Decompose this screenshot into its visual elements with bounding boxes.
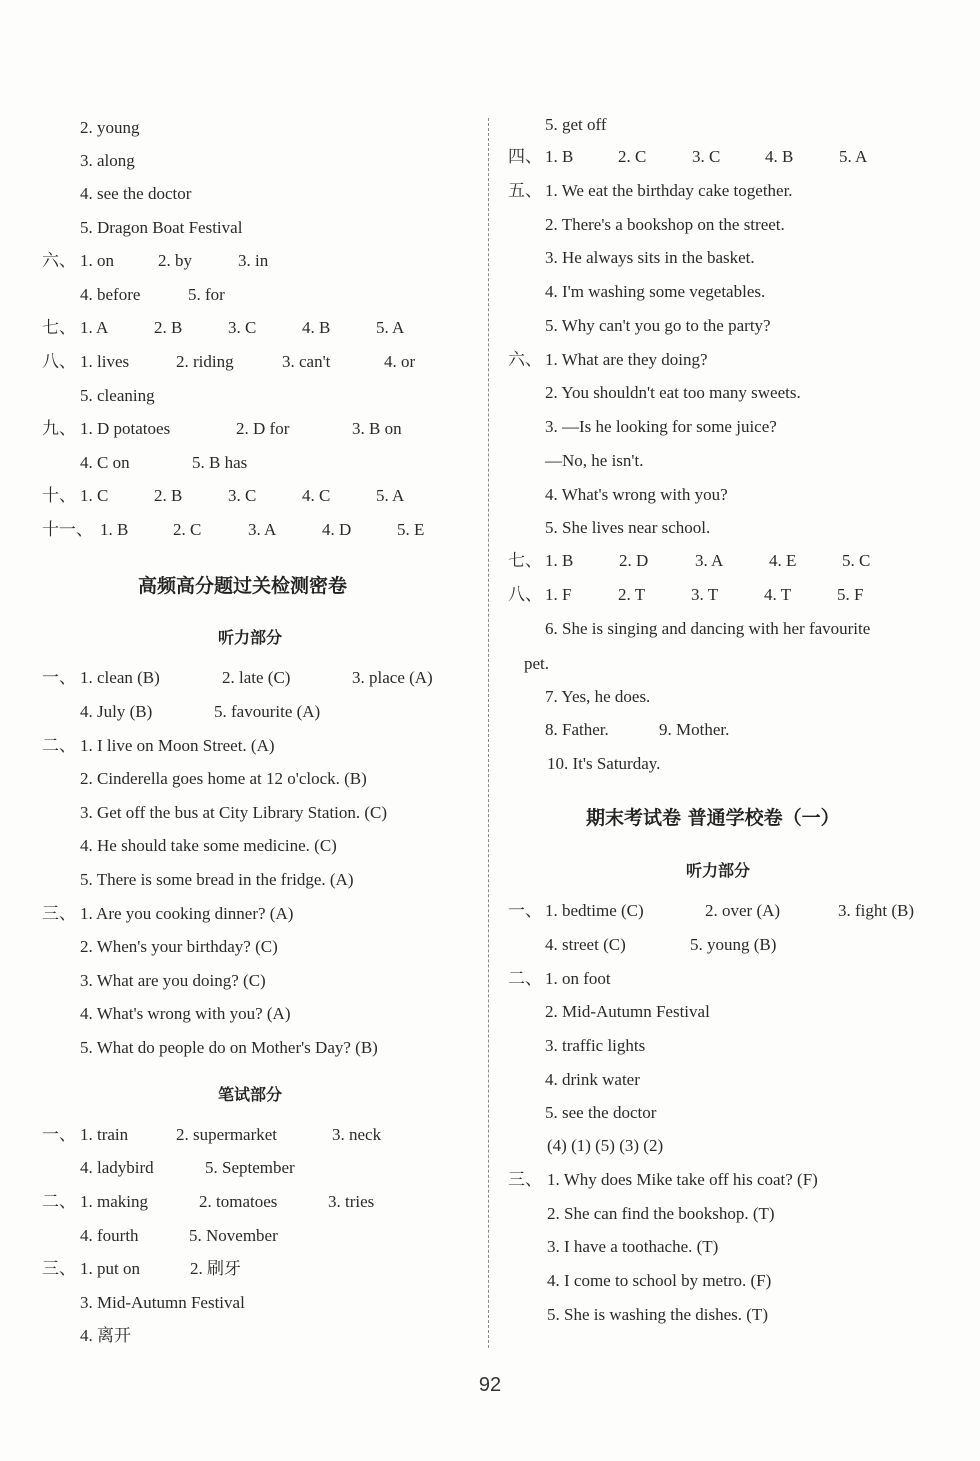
answer-5-a: 5. A (376, 486, 405, 505)
answer-3-c: 3. C (228, 318, 257, 337)
section-number: 一、 (508, 901, 542, 920)
answer-3-what-are-you-doing-c: 3. What are you doing? (C) (80, 971, 266, 990)
answer-7-yes-he-does: 7. Yes, he does. (545, 687, 651, 706)
answer-1-we-eat-the-birthday-cake-together: 1. We eat the birthday cake together. (545, 181, 793, 200)
answer-1-what-are-they-doing: 1. What are they doing? (545, 350, 708, 369)
answer-1-lives: 1. lives (80, 352, 130, 371)
answer-3-c: 3. C (228, 486, 257, 505)
right-part-heading: 听力部分 (686, 861, 751, 880)
answer-2-there-s-a-bookshop-on-the-street: 2. There's a bookshop on the street. (545, 215, 785, 234)
answer-4-b: 4. B (302, 318, 331, 337)
answer-2-young: 2. young (80, 118, 140, 137)
answer-5-a: 5. A (376, 318, 405, 337)
answer-2-you-shouldn-t-eat-too-many-sweets: 2. You shouldn't eat too many sweets. (545, 383, 801, 402)
answer-4-what-s-wrong-with-you: 4. What's wrong with you? (545, 485, 728, 504)
answer-2-late-c: 2. late (C) (222, 668, 291, 687)
answer-1-i-live-on-moon-street-a: 1. I live on Moon Street. (A) (80, 736, 275, 755)
answer-3-in: 3. in (238, 251, 269, 270)
answer-2-mid-autumn-festival: 2. Mid-Autumn Festival (545, 1002, 710, 1021)
section-number: 二、 (42, 736, 76, 755)
answer-2-over-a: 2. over (A) (705, 901, 781, 920)
answer-1-b: 1. B (100, 520, 129, 539)
section-number: 九、 (42, 419, 76, 438)
column-divider (488, 118, 489, 1348)
answer-2-d: 2. D (619, 551, 649, 570)
answer-4-he-should-take-some-medicine-c: 4. He should take some medicine. (C) (80, 836, 337, 855)
answer-2-c: 2. C (173, 520, 202, 539)
section-number: 六、 (508, 350, 542, 369)
left-section-heading: 高频高分题过关检测密卷 (138, 575, 348, 597)
answer-2-b: 2. B (154, 486, 183, 505)
answer-5-f: 5. F (837, 585, 864, 604)
answer-5-favourite-a: 5. favourite (A) (214, 702, 321, 721)
section-number: 八、 (508, 585, 542, 604)
answer-5-dragon-boat-festival: 5. Dragon Boat Festival (80, 218, 243, 237)
answer-1-on-foot: 1. on foot (545, 969, 611, 988)
answer-4-d: 4. D (322, 520, 352, 539)
answer-4-street-c: 4. street (C) (545, 935, 626, 954)
section-number: 八、 (42, 352, 76, 371)
answer-3-c: 3. C (692, 147, 721, 166)
answer-5-a: 5. A (839, 147, 868, 166)
answer-2-when-s-your-birthday-c: 2. When's your birthday? (C) (80, 937, 278, 956)
answer-5-what-do-people-do-on-mother-s-day-b: 5. What do people do on Mother's Day? (B) (80, 1038, 378, 1057)
answer-5-september: 5. September (205, 1158, 295, 1177)
section-number: 四、 (508, 147, 542, 166)
answer-2: 2. 刷牙 (190, 1259, 241, 1278)
answer-2-t: 2. T (618, 585, 646, 604)
right-section-heading: 期末考试卷 普通学校卷（一） (586, 807, 840, 829)
answer-2-tomatoes: 2. tomatoes (199, 1192, 278, 1211)
answer-3-can-t: 3. can't (282, 352, 331, 371)
answer-1-bedtime-c: 1. bedtime (C) (545, 901, 644, 920)
answer-4-fourth: 4. fourth (80, 1226, 139, 1245)
section-number: 三、 (42, 904, 76, 923)
answer-10-it-s-saturday: 10. It's Saturday. (547, 754, 661, 773)
answer-3-b-on: 3. B on (352, 419, 402, 438)
answer-3-fight-b: 3. fight (B) (838, 901, 915, 920)
answer-2-by: 2. by (158, 251, 192, 270)
answer-3-t: 3. T (691, 585, 719, 604)
left-part-heading: 笔试部分 (218, 1085, 283, 1104)
answer-1-train: 1. train (80, 1125, 129, 1144)
answer-5-c: 5. C (842, 551, 871, 570)
answer-1-why-does-mike-take-off-his-coat-f: 1. Why does Mike take off his coat? (F) (547, 1170, 818, 1189)
answer-2-she-can-find-the-bookshop-t: 2. She can find the bookshop. (T) (547, 1204, 775, 1223)
answer-1-c: 1. C (80, 486, 109, 505)
answer-5-for: 5. for (188, 285, 225, 304)
section-number: 十一、 (42, 520, 93, 539)
answer-5-get-off: 5. get off (545, 115, 607, 134)
section-number: 六、 (42, 251, 76, 270)
answer-4-ladybird: 4. ladybird (80, 1158, 154, 1177)
answer-1-on: 1. on (80, 251, 114, 270)
answer-3-traffic-lights: 3. traffic lights (545, 1036, 646, 1055)
answer-2-d-for: 2. D for (236, 419, 290, 438)
answer-4-before: 4. before (80, 285, 141, 304)
answer-5-see-the-doctor: 5. see the doctor (545, 1103, 657, 1122)
section-number: 七、 (42, 318, 76, 337)
answer-5-cleaning: 5. cleaning (80, 386, 155, 405)
answer-6-she-is-singing-and-dancing-with-her-fa: 6. She is singing and dancing with her favourite (545, 619, 871, 638)
answer-3-get-off-the-bus-at-city-library-statio: 3. Get off the bus at City Library Station. (C) (80, 803, 388, 822)
answer-1-are-you-cooking-dinner-a: 1. Are you cooking dinner? (A) (80, 904, 294, 923)
answer-1-b: 1. B (545, 551, 574, 570)
section-number: 二、 (42, 1192, 76, 1211)
answer-2-supermarket: 2. supermarket (176, 1125, 278, 1144)
answer-9-mother: 9. Mother. (659, 720, 730, 739)
section-number: 七、 (508, 551, 542, 570)
answer-3-a: 3. A (695, 551, 724, 570)
answer-3-along: 3. along (80, 151, 135, 170)
answer-4-what-s-wrong-with-you-a: 4. What's wrong with you? (A) (80, 1004, 291, 1023)
answer-4-or: 4. or (384, 352, 416, 371)
answer-1-put-on: 1. put on (80, 1259, 140, 1278)
answer-3-mid-autumn-festival: 3. Mid-Autumn Festival (80, 1293, 245, 1312)
answer-1-b: 1. B (545, 147, 574, 166)
section-number: 五、 (508, 181, 542, 200)
section-number: 三、 (508, 1170, 542, 1189)
answer-4-i-m-washing-some-vegetables: 4. I'm washing some vegetables. (545, 282, 766, 301)
answer-4-drink-water: 4. drink water (545, 1070, 640, 1089)
section-number: 一、 (42, 1125, 76, 1144)
answer-5-e: 5. E (397, 520, 425, 539)
answer-2-b: 2. B (154, 318, 183, 337)
answer-3-neck: 3. neck (332, 1125, 382, 1144)
answer-2-riding: 2. riding (176, 352, 234, 371)
section-number: 三、 (42, 1259, 76, 1278)
answer-3-tries: 3. tries (328, 1192, 375, 1211)
answer-5-she-lives-near-school: 5. She lives near school. (545, 518, 711, 537)
answer-pet: pet. (524, 654, 550, 673)
answer-3-a: 3. A (248, 520, 277, 539)
answer-3-i-have-a-toothache-t: 3. I have a toothache. (T) (547, 1237, 719, 1256)
answer-5-young-b: 5. young (B) (690, 935, 777, 954)
section-number: 十、 (42, 486, 76, 505)
answer-1-d-potatoes: 1. D potatoes (80, 419, 171, 438)
left-part-heading: 听力部分 (218, 628, 283, 647)
answer-4-1-5-3-2: (4) (1) (5) (3) (2) (547, 1136, 664, 1155)
answer-5-she-is-washing-the-dishes-t: 5. She is washing the dishes. (T) (547, 1305, 768, 1324)
answer-4-b: 4. B (765, 147, 794, 166)
answer-4-c-on: 4. C on (80, 453, 130, 472)
answer-2-cinderella-goes-home-at-12-o-clock-b: 2. Cinderella goes home at 12 o'clock. (B) (80, 769, 367, 788)
answer-no-he-isn-t: —No, he isn't. (545, 451, 644, 470)
answer-3-place-a: 3. place (A) (352, 668, 433, 687)
answer-3-is-he-looking-for-some-juice: 3. —Is he looking for some juice? (545, 417, 777, 436)
answer-2-c: 2. C (618, 147, 647, 166)
page-number: 92 (478, 1374, 502, 1396)
answer-4-c: 4. C (302, 486, 331, 505)
answer-3-he-always-sits-in-the-basket: 3. He always sits in the basket. (545, 248, 755, 267)
answer-5-november: 5. November (189, 1226, 278, 1245)
section-number: 一、 (42, 668, 76, 687)
answer-4-see-the-doctor: 4. see the doctor (80, 184, 192, 203)
answer-1-f: 1. F (545, 585, 572, 604)
answer-8-father: 8. Father. (545, 720, 609, 739)
answer-4-i-come-to-school-by-metro-f: 4. I come to school by metro. (F) (547, 1271, 772, 1290)
answer-4-t: 4. T (764, 585, 792, 604)
answer-4-e: 4. E (769, 551, 797, 570)
answer-1-a: 1. A (80, 318, 109, 337)
answer-5-there-is-some-bread-in-the-fridge-a: 5. There is some bread in the fridge. (A) (80, 870, 354, 889)
answer-1-clean-b: 1. clean (B) (80, 668, 160, 687)
section-number: 二、 (508, 969, 542, 988)
answer-4: 4. 离开 (80, 1326, 131, 1345)
answer-4-july-b: 4. July (B) (80, 702, 153, 721)
answer-5-why-can-t-you-go-to-the-party: 5. Why can't you go to the party? (545, 316, 771, 335)
answer-5-b-has: 5. B has (192, 453, 248, 472)
answer-1-making: 1. making (80, 1192, 148, 1211)
